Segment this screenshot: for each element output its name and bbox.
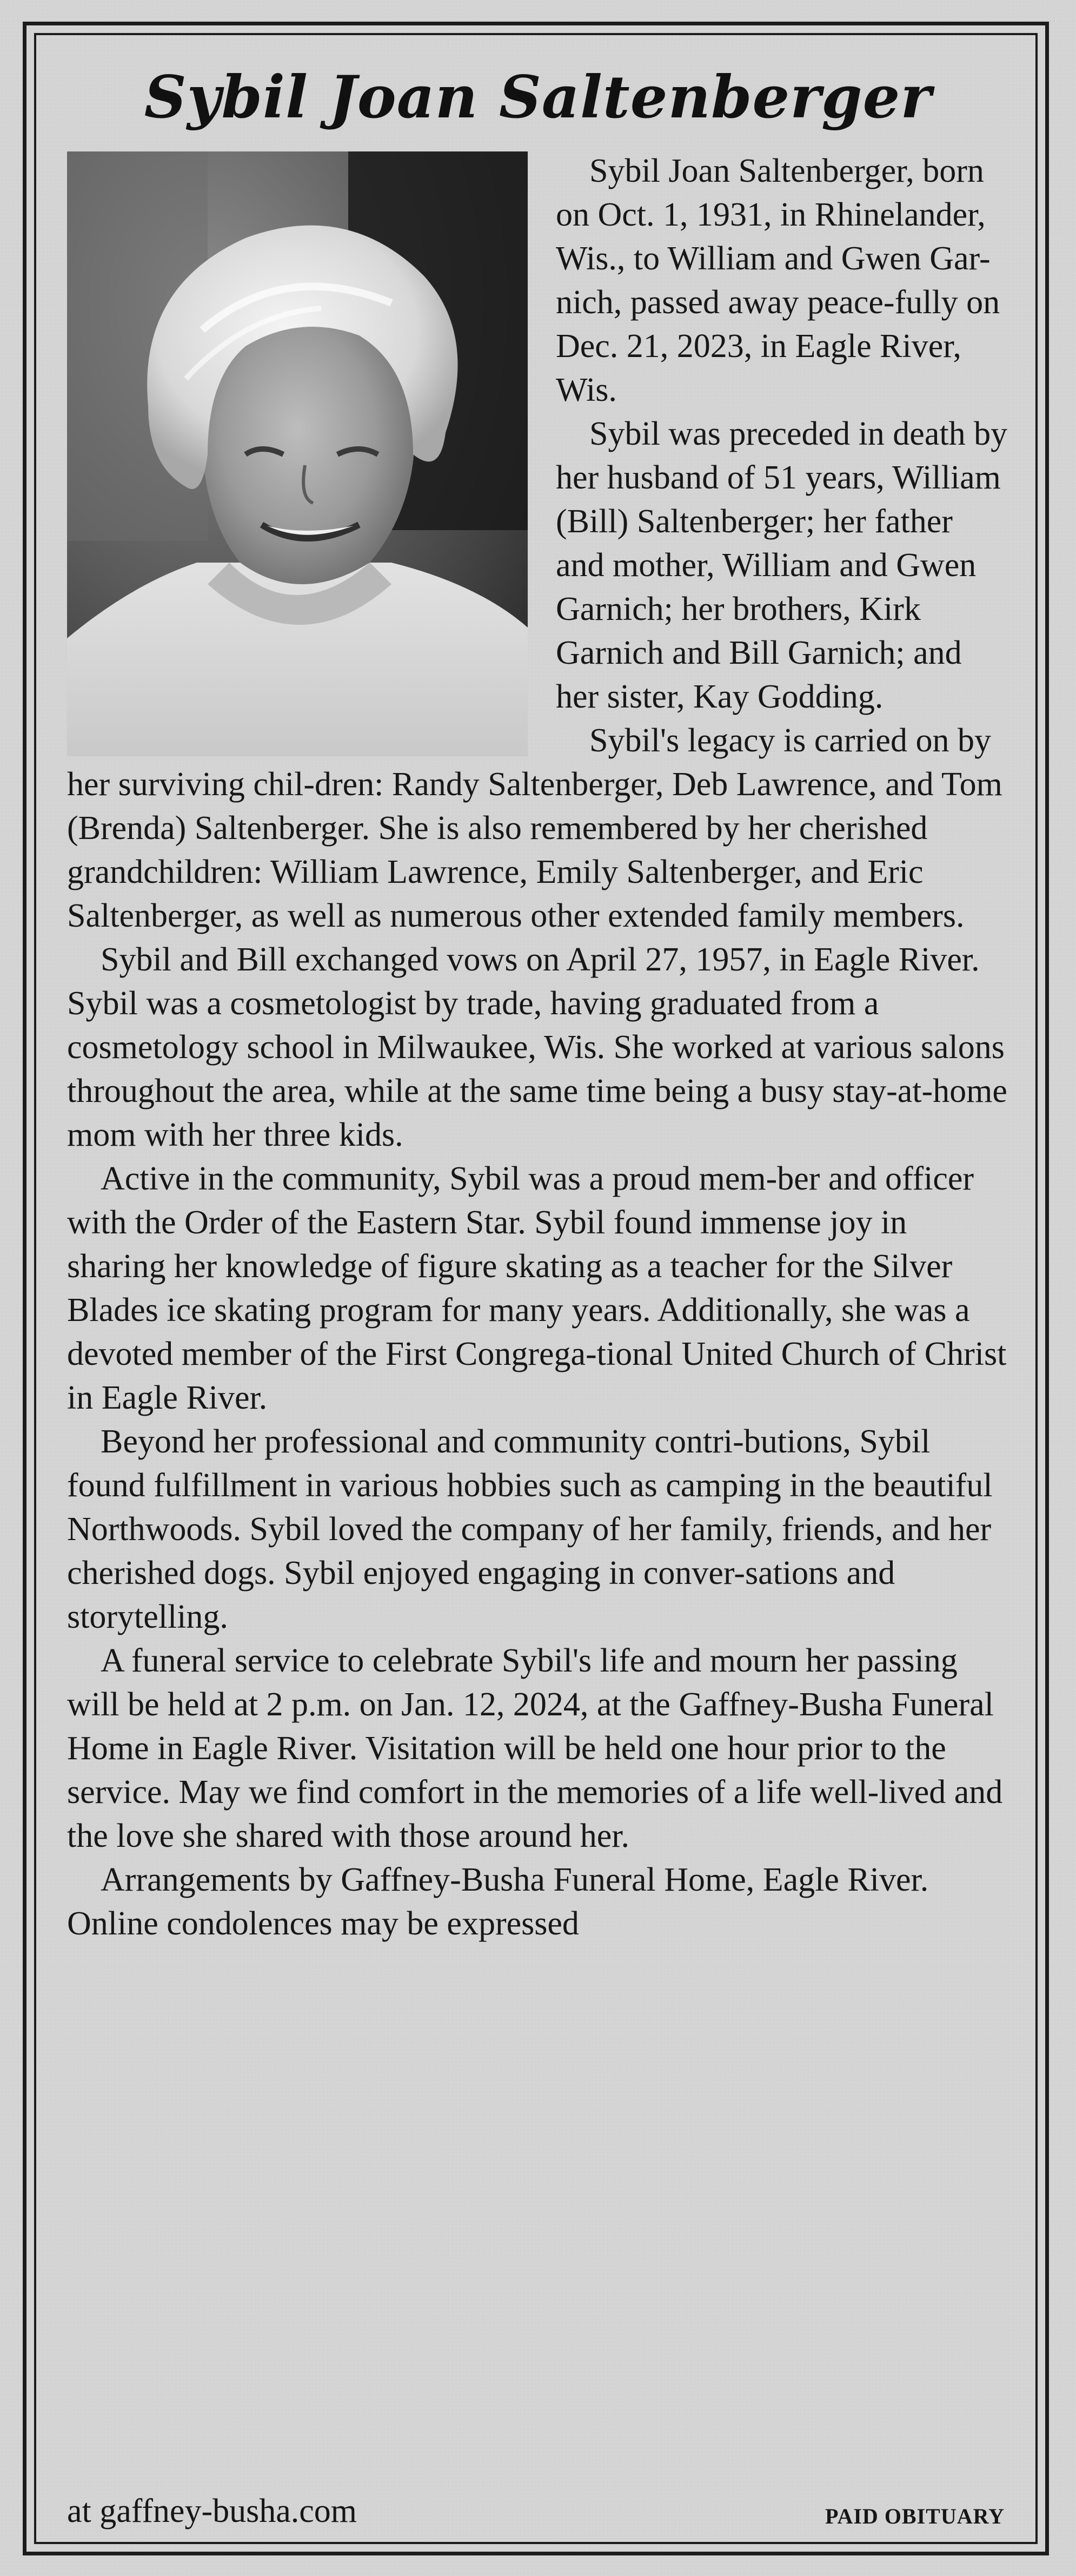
paid-obituary-label: PAID OBITUARY [825, 2504, 1005, 2528]
paragraph-community: Active in the community, Sybil was a proud mem-ber and officer with the Order of the Eastern Star. Sybil found immense joy in sharing her knowledge of figure skating as a teacher for the Silver Blades ice skating program for many years. Additionally, she was a devoted member of the First Congrega-tional United Church of Christ in Eagle River. [67, 1160, 1007, 1416]
condolences-link-text: at gaffney-busha.com [67, 2493, 357, 2529]
portrait-photo [67, 151, 528, 756]
obituary-title: Sybil Joan Saltenberger [144, 63, 932, 131]
paragraph-survivors: Sybil's legacy is carried on by her surviving chil-dren: Randy Saltenberger, Deb Lawrence, and Tom (Brenda) Saltenberger. She is also remembered by her cherished grandchildren: William Lawrence, Emily Saltenberger, and Eric Saltenberger, as well as numerous other extended family members. [67, 722, 1002, 934]
obituary-footer [67, 2489, 1009, 2538]
paragraph-marriage-career: Sybil and Bill exchanged vows on April 27, 1957, in Eagle River. Sybil was a cosmetologist by trade, having graduated from a cosmetology school in Milwaukee, Wis. She worked at various salons throughout the area, while at the same time being a busy stay-at-home mom with her three kids. [67, 941, 1007, 1153]
paragraph-service: A funeral service to celebrate Sybil's life and mourn her passing will be held at 2 p.m. on Jan. 12, 2024, at the Gaffney-Busha Funeral Home in Eagle River. Visitation will be held one hour prior to the service. May we find comfort in the memories of a life well-lived and the love she shared with those around her. [67, 1642, 1003, 1854]
paragraph-birth: Sybil Joan Saltenberger, born on Oct. 1, 1931, in Rhinelander, Wis., to William and Gwen Gar-nich, passed away peace-fully on Dec. 21, 2023, in Eagle River, Wis. [556, 153, 1000, 408]
paragraph-hobbies: Beyond her professional and community contri-butions, Sybil found fulfillment in various hobbies such as camping in the beautiful Northwoods. Sybil loved the company of her family, friends, and her cherished dogs. Sybil enjoyed engaging in conver-sations and storytelling. [67, 1423, 993, 1635]
obituary-content [67, 43, 1009, 2532]
obituary-body [67, 149, 1009, 1946]
paragraph-arrangements: Arrangements by Gaffney-Busha Funeral Home, Eagle River. Online condolences may be expressed [67, 1861, 929, 1942]
paragraph-preceded: Sybil was preceded in death by her husband of 51 years, William (Bill) Saltenberger; her father and mother, William and Gwen Garnich; her brothers, Kirk Garnich and Bill Garnich; and her sister, Kay Godding. [556, 415, 1008, 715]
